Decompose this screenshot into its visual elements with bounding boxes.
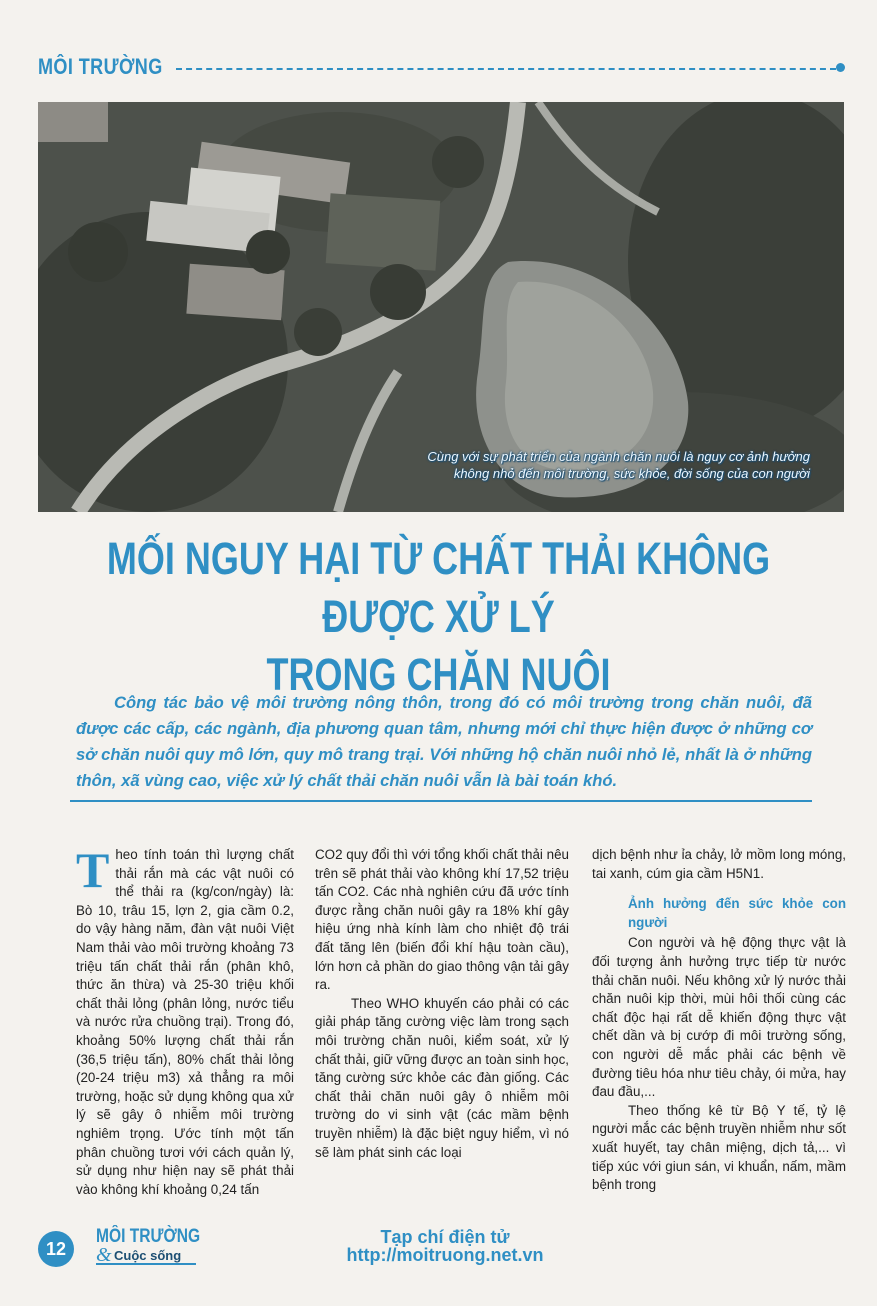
lead-divider	[70, 800, 812, 802]
body-paragraph: heo tính toán thì lượng chất thải rắn mà các vật nuôi có thể thải ra (kg/con/ngày) là: Bò 10, trâu 15, lợn 2, gia cầm 0.2, do vậy hàng năm, đàn vật nuôi Việt Nam thải vào môi trường khoảng 73 triệu tấn chất thải rắn (phân khô, thức ăn thừa) và 25-30 triệu khối chất thải lỏng (phân lỏng, nước tiểu và nước rửa chuồng trại). Trong đó, khoảng 50% lượng chất thải rắn (36,5 triệu tấn), 80% chất thải lỏng (20-24 triệu m3) xả thẳng ra môi trường, hoặc sử dụng không qua xử lý sẽ gây ô nhiễm môi trường nghiêm trọng. Ước tính một tấn phân chuồng tươi với cách quản lý, sử dụng như hiện nay sẽ phát thải vào không khí khoảng 0,24 tấn	[76, 847, 294, 1197]
tree	[294, 308, 342, 356]
brand-underline	[96, 1263, 196, 1265]
photo-caption-line2: không nhỏ đến môi trường, sức khỏe, đời sống của con người	[453, 466, 810, 481]
body-paragraph: Theo WHO khuyến cáo phải có các giải pháp tăng cường việc làm trong sạch môi trường chăn nuôi, kiểm soát, xử lý chất thải, giữ vững được an toàn sinh học, tăng cường sức khỏe các đàn giống. Các chất thải chăn nuôi gây ô nhiễm môi trường do vi sinh vật (các mầm bệnh truyền nhiễm) là đặc biệt nguy hiểm, vì nó sẽ làm phát sinh các loại	[315, 995, 569, 1160]
magazine-brand-ampersand: &	[96, 1244, 112, 1266]
article-title-line1: MỐI NGUY HẠI TỪ CHẤT THẢI KHÔNG ĐƯỢC XỬ LÝ	[106, 533, 771, 642]
house-roof	[38, 102, 108, 142]
tree	[246, 230, 290, 274]
body-paragraph: Con người và hệ động thực vật là đối tượng ảnh hưởng trực tiếp từ nước thải chăn nuôi. Nếu không xử lý nước thải chăn nuôi kịp thời, mùi hôi thối cùng các chất độc hại rất dễ khiến động thực vật chết dần và bị cướp đi môi trường sống, con người dễ mắc phải các bệnh về đường tiêu hóa như tiêu chảy, ói mửa, hay đau đầu,...	[592, 935, 846, 1100]
body-paragraph: dịch bệnh như ỉa chảy, lở mồm long móng, tai xanh, cúm gia cầm H5N1.	[592, 847, 846, 881]
page-number: 12	[38, 1231, 74, 1267]
section-label: MÔI TRƯỜNG	[38, 54, 163, 79]
body-column-1	[76, 842, 294, 1199]
photo-caption	[427, 448, 810, 482]
website-url-link[interactable]: http://moitruong.net.vn	[346, 1245, 544, 1265]
photo-caption-line1: Cùng với sự phát triển của ngành chăn nuôi là nguy cơ ảnh hưởng	[427, 449, 810, 464]
body-column-2	[315, 846, 569, 1162]
article-lead: Công tác bảo vệ môi trường nông thôn, trong đó có môi trường trong chăn nuôi, đã được các cấp, các ngành, địa phương quan tâm, nhưng mới chỉ thực hiện được ở những cơ sở chăn nuôi quy mô lớn, quy mô trang trại. Với những hộ chăn nuôi nhỏ lẻ, nhất là ở những thôn, xã vùng cao, việc xử lý chất thải chăn nuôi vẫn là bài toán khó.	[76, 693, 812, 790]
section-divider-dot	[836, 63, 845, 72]
tree	[370, 264, 426, 320]
tree	[68, 222, 128, 282]
magazine-brand-name: MÔI TRƯỜNG	[96, 1226, 201, 1247]
magazine-brand-subtitle: Cuộc sống	[114, 1248, 182, 1263]
section-divider	[176, 68, 836, 70]
section-subheading: Ảnh hưởng đến sức khỏe con người	[628, 896, 846, 930]
body-paragraph: CO2 quy đổi thì với tổng khối chất thải nêu trên sẽ phát thải vào không khí 17,52 triệu tấn CO2. Các nhà nghiên cứu đã ước tính được rằng chăn nuôi gây ra 18% khí gây hiệu ứng nhà kính làm cho nhiệt độ trái đất tăng lên (biến đổi khí hậu toàn cầu), lớn hơn cả phần do giao thông vận tải gây ra.	[315, 847, 569, 993]
article-title-line2: TRONG CHĂN NUÔI	[266, 649, 611, 700]
body-column-3	[592, 846, 846, 1195]
tree	[432, 136, 484, 188]
e-magazine-label: Tạp chí điện tử	[380, 1227, 510, 1247]
aerial-farm-photo	[38, 102, 844, 512]
article-title	[0, 530, 877, 704]
body-paragraph: Theo thống kê từ Bộ Y tế, tỷ lệ người mắc các bệnh truyền nhiễm như sốt xuất huyết, tay chân miệng, dịch tả,... vì tiếp xúc với giun sán, vi khuẩn, nấm, mầm bệnh trong	[592, 1102, 846, 1193]
fish-pond	[326, 193, 441, 271]
drop-cap: T	[76, 842, 110, 898]
